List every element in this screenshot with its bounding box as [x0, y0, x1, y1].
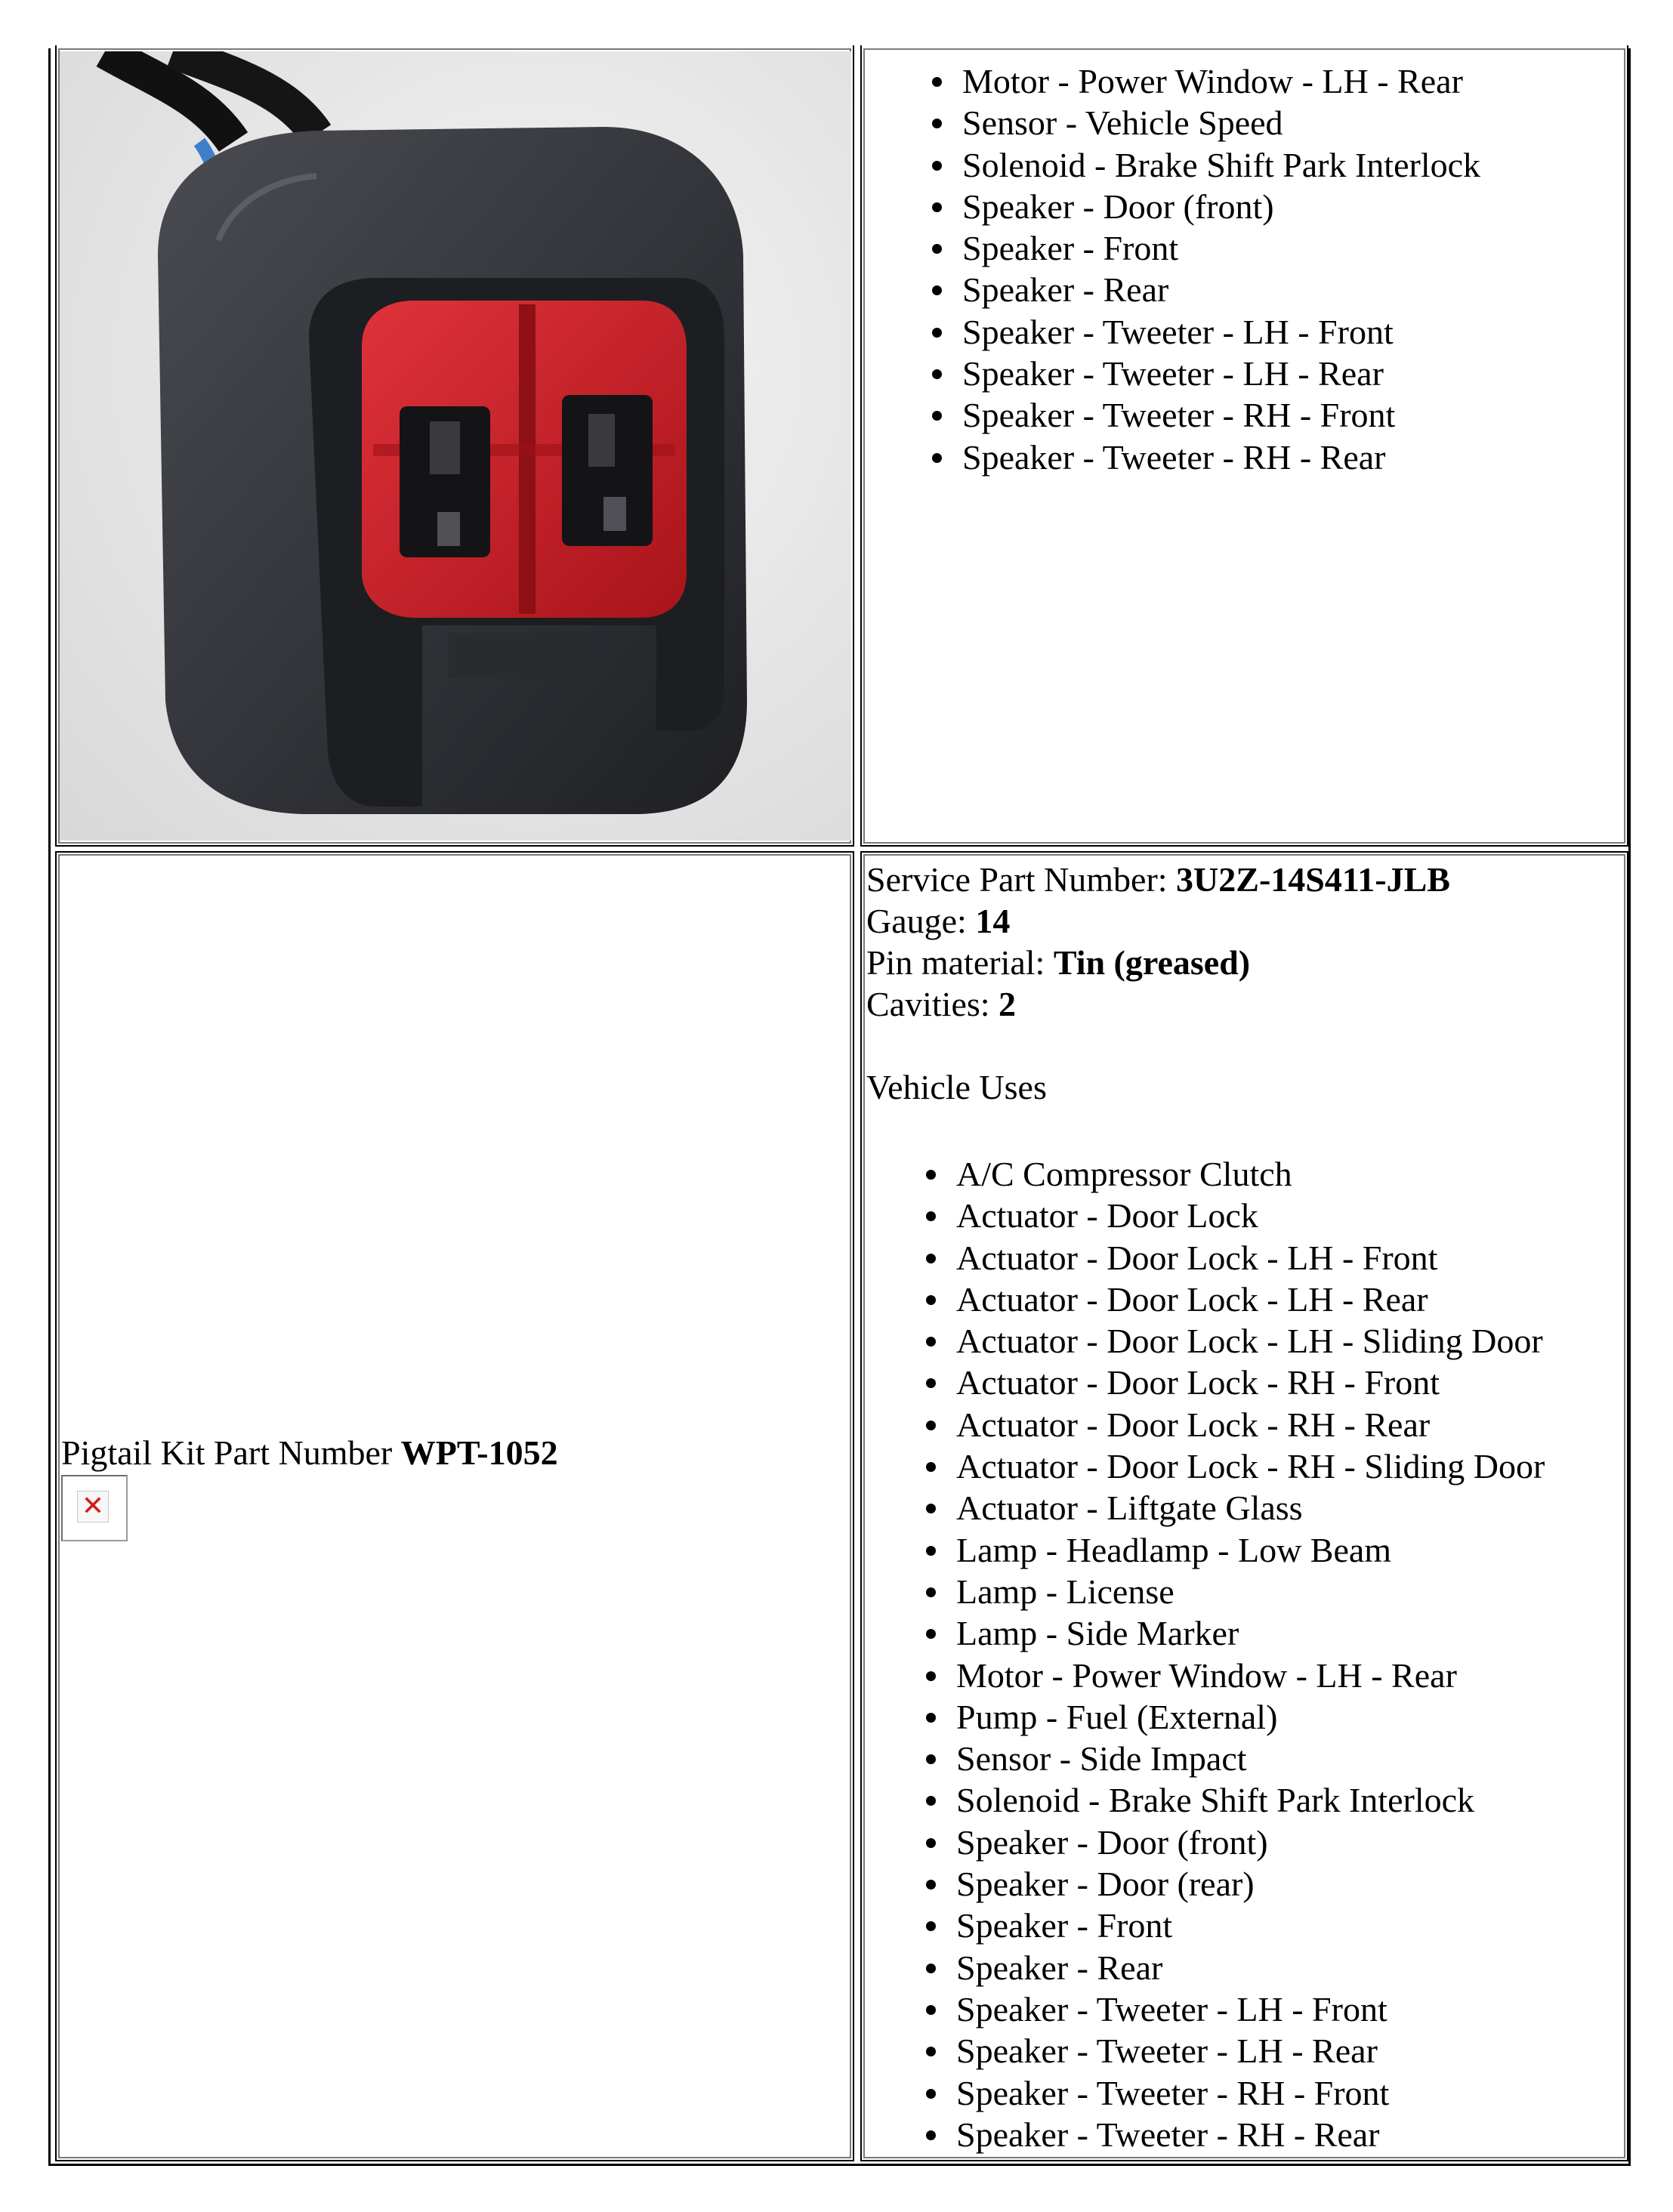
photo-cell — [55, 45, 854, 847]
list-item-text: Sensor - Vehicle Speed — [962, 103, 1283, 143]
bullet-icon — [926, 1421, 936, 1430]
list-item — [868, 269, 1480, 310]
bullet-icon — [926, 1211, 936, 1221]
bullet-icon — [926, 1713, 936, 1723]
cavities-value: 2 — [999, 985, 1017, 1023]
bullet-icon — [926, 2089, 936, 2099]
bullet-icon — [926, 1295, 936, 1305]
pigtail-kit-cell — [55, 851, 854, 2161]
list-item-text: Sensor - Side Impact — [956, 1739, 1247, 1779]
list-item — [866, 1362, 1545, 1403]
bullet-icon — [932, 77, 942, 87]
list-item-text: Solenoid - Brake Shift Park Interlock — [956, 1781, 1475, 1820]
list-item — [866, 1445, 1545, 1487]
list-item — [868, 353, 1480, 394]
pin-material-label: Pin material: — [866, 943, 1054, 982]
service-part-number: 3U2Z-14S411-JLB — [1176, 860, 1450, 899]
list-item-text: Speaker - Front — [956, 1906, 1173, 1945]
gauge-label: Gauge: — [866, 902, 976, 940]
list-item — [866, 1863, 1545, 1905]
cavities-label: Cavities: — [866, 985, 999, 1023]
list-item — [866, 1404, 1545, 1445]
parts-table — [48, 48, 1631, 2166]
service-part-label: Service Part Number: — [866, 860, 1177, 899]
list-item-text: Actuator - Door Lock - LH - Rear — [956, 1279, 1428, 1319]
bullet-icon — [926, 1754, 936, 1764]
bullet-icon — [926, 1796, 936, 1806]
list-item — [866, 1738, 1545, 1779]
list-item — [868, 437, 1480, 478]
bullet-icon — [932, 285, 942, 295]
bullet-icon — [932, 369, 942, 379]
broken-image-icon: ✕ — [77, 1491, 109, 1522]
list-item-text: Speaker - Door (front) — [956, 1822, 1268, 1862]
list-item-text: Actuator - Door Lock - LH - Front — [956, 1238, 1438, 1277]
bullet-icon — [926, 1921, 936, 1931]
pin-material-line — [866, 942, 1250, 983]
list-item — [866, 1988, 1545, 2030]
vehicle-uses-list — [866, 1153, 1545, 2154]
list-item-text: Speaker - Tweeter - RH - Front — [956, 2073, 1390, 2112]
bullet-icon — [932, 119, 942, 128]
list-item — [866, 1696, 1545, 1738]
list-item-text: Speaker - Tweeter - RH - Rear — [956, 2115, 1380, 2154]
bullet-icon — [932, 411, 942, 421]
list-item — [866, 2030, 1545, 2072]
list-item — [866, 1947, 1545, 1988]
list-item — [866, 1237, 1545, 1279]
uses-continued-cell — [860, 45, 1628, 847]
list-item-text: Pump - Fuel (External) — [956, 1697, 1278, 1736]
bullet-icon — [926, 2005, 936, 2015]
list-item — [868, 144, 1480, 186]
bullet-icon — [932, 161, 942, 171]
list-item-text: Speaker - Door (front) — [962, 187, 1274, 226]
gauge-line — [866, 900, 1010, 942]
bullet-icon — [926, 1378, 936, 1388]
vehicle-uses-list-continued — [868, 60, 1480, 478]
bullet-icon — [926, 1546, 936, 1556]
list-item — [866, 1905, 1545, 1946]
bullet-icon — [932, 244, 942, 254]
list-item — [868, 60, 1480, 102]
list-item — [866, 1487, 1545, 1529]
list-item-text: A/C Compressor Clutch — [956, 1155, 1292, 1193]
connector-illustration — [60, 51, 851, 841]
pin-material-value: Tin (greased) — [1053, 943, 1251, 982]
list-item — [866, 1320, 1545, 1362]
list-item-text: Speaker - Tweeter - LH - Rear — [962, 354, 1384, 393]
list-item — [868, 102, 1480, 143]
list-item-text: Actuator - Door Lock — [956, 1196, 1258, 1236]
bullet-icon — [926, 1629, 936, 1639]
bullet-icon — [932, 202, 942, 212]
list-item-text: Speaker - Rear — [956, 1948, 1163, 1987]
list-item — [866, 1153, 1545, 1195]
pigtail-kit-label: Pigtail Kit Part Number — [61, 1433, 401, 1472]
list-item — [868, 311, 1480, 353]
bullet-icon — [932, 328, 942, 338]
list-item — [868, 227, 1480, 269]
service-part-line — [866, 859, 1450, 900]
list-item-text: Motor - Power Window - LH - Rear — [956, 1655, 1457, 1695]
list-item-text: Motor - Power Window - LH - Rear — [962, 62, 1463, 100]
bullet-icon — [926, 1254, 936, 1263]
list-item — [866, 1279, 1545, 1320]
list-item-text: Speaker - Tweeter - RH - Rear — [962, 437, 1386, 477]
list-item — [866, 1529, 1545, 1571]
cavities-line — [866, 983, 1016, 1025]
list-item — [866, 1655, 1545, 1696]
list-item-text: Lamp - License — [956, 1572, 1174, 1611]
list-item-text: Actuator - Door Lock - RH - Front — [956, 1363, 1440, 1402]
connector-photo — [60, 51, 851, 841]
list-item — [866, 1779, 1545, 1821]
list-item-text: Speaker - Tweeter - LH - Front — [962, 312, 1394, 351]
list-item-text: Speaker - Door (rear) — [956, 1865, 1255, 1904]
list-item — [866, 1822, 1545, 1863]
bullet-icon — [926, 1838, 936, 1848]
list-item-text: Actuator - Liftgate Glass — [956, 1489, 1303, 1528]
list-item-text: Solenoid - Brake Shift Park Interlock — [962, 145, 1481, 184]
list-item-text: Speaker - Tweeter - RH - Front — [962, 396, 1396, 435]
bullet-icon — [926, 1337, 936, 1347]
bullet-icon — [926, 1671, 936, 1681]
list-item-text: Actuator - Door Lock - RH - Rear — [956, 1405, 1431, 1444]
bullet-icon — [926, 1504, 936, 1513]
bullet-icon — [932, 453, 942, 463]
bullet-icon — [926, 2130, 936, 2140]
list-item-text: Speaker - Rear — [962, 270, 1169, 310]
list-item — [868, 186, 1480, 227]
bullet-icon — [926, 1170, 936, 1180]
list-item-text: Actuator - Door Lock - LH - Sliding Door — [956, 1322, 1543, 1361]
list-item-text: Lamp - Side Marker — [956, 1614, 1239, 1653]
list-item-text: Speaker - Tweeter - LH - Front — [956, 1989, 1387, 2028]
vehicle-uses-heading: Vehicle Uses — [866, 1068, 1047, 1106]
bullet-icon — [926, 1462, 936, 1472]
list-item — [866, 1195, 1545, 1236]
bullet-icon — [926, 1587, 936, 1597]
gauge-value: 14 — [975, 902, 1011, 940]
list-item-text: Speaker - Front — [962, 229, 1179, 268]
bullet-icon — [926, 1880, 936, 1890]
list-item-text: Speaker - Tweeter - LH - Rear — [956, 2032, 1378, 2071]
pigtail-kit-line — [61, 1432, 558, 1473]
list-item — [866, 1612, 1545, 1654]
bullet-icon — [926, 2047, 936, 2056]
specs-cell — [860, 851, 1628, 2161]
list-item — [866, 1571, 1545, 1612]
bullet-icon — [926, 1964, 936, 1973]
list-item-text: Lamp - Headlamp - Low Beam — [956, 1530, 1392, 1569]
pigtail-kit-image[interactable] — [61, 1475, 128, 1541]
list-item — [866, 2114, 1545, 2154]
pigtail-kit-number: WPT-1052 — [400, 1433, 558, 1472]
list-item — [866, 2072, 1545, 2114]
list-item-text: Actuator - Door Lock - RH - Sliding Door — [956, 1447, 1545, 1486]
list-item — [868, 394, 1480, 436]
